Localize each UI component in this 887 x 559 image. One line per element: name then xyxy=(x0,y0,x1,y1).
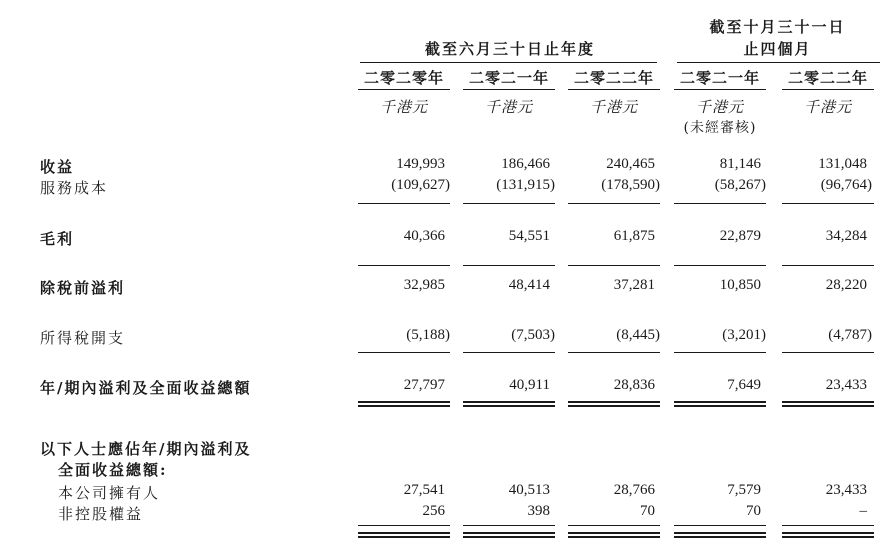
cell-cost-2: (131,915) xyxy=(496,177,555,193)
bottom-double-rule-1 xyxy=(358,532,450,538)
cell-nci-3: 70 xyxy=(640,503,655,519)
row-label-owners-of-company: 本公司擁有人 xyxy=(58,484,161,502)
row-label-gross-profit: 毛利 xyxy=(40,230,75,248)
cell-gross-profit-3: 61,875 xyxy=(613,228,655,244)
bottom-rule-1 xyxy=(358,525,450,526)
double-rule-5 xyxy=(782,401,874,407)
column-year-4: 二零二一年 xyxy=(679,69,760,87)
subtotal-rule-5 xyxy=(782,203,874,204)
subtotal-rule-3 xyxy=(568,203,660,204)
cell-cost-5: (96,764) xyxy=(820,177,872,193)
cell-nci-5: – xyxy=(859,503,867,519)
column-rule-2 xyxy=(463,89,555,90)
total-rule-3 xyxy=(568,352,660,353)
subtotal-rule-4 xyxy=(674,203,766,204)
cell-owners-5: 23,433 xyxy=(825,482,867,498)
bottom-rule-5 xyxy=(782,525,874,526)
cell-total-5: 23,433 xyxy=(825,377,867,393)
column-note-unaudited: (未經審核) xyxy=(683,120,757,136)
cell-nci-1: 256 xyxy=(422,503,445,519)
row-label-profit-before-tax: 除稅前溢利 xyxy=(40,279,126,297)
cell-pbt-3: 37,281 xyxy=(613,277,655,293)
bottom-double-rule-5 xyxy=(782,532,874,538)
column-year-1: 二零二零年 xyxy=(363,69,444,87)
group-title-fiscal-years: 截至六月三十日止年度 xyxy=(424,40,595,58)
cell-owners-2: 40,513 xyxy=(508,482,550,498)
row-label-cost-of-services: 服務成本 xyxy=(40,179,109,197)
group-title-four-months-line2: 止四個月 xyxy=(743,40,812,58)
cell-pbt-1: 32,985 xyxy=(403,277,445,293)
cell-tax-3: (8,445) xyxy=(616,327,660,343)
subtotal-rule-2 xyxy=(463,203,555,204)
attributable-heading-line1: 以下人士應佔年/期內溢利及 xyxy=(40,440,252,458)
column-rule-5 xyxy=(782,89,874,90)
column-year-3: 二零二二年 xyxy=(573,69,654,87)
cell-tax-2: (7,503) xyxy=(511,327,555,343)
cell-tax-1: (5,188) xyxy=(406,327,450,343)
group-rule-fiscal xyxy=(360,62,657,63)
column-year-5: 二零二二年 xyxy=(787,69,868,87)
total-rule-1 xyxy=(358,352,450,353)
cell-pbt-2: 48,414 xyxy=(508,277,550,293)
total-rule-2 xyxy=(463,352,555,353)
cell-nci-2: 398 xyxy=(527,503,550,519)
column-unit-4: 千港元 xyxy=(695,98,744,116)
cell-tax-4: (3,201) xyxy=(722,327,766,343)
cell-gross-profit-5: 34,284 xyxy=(825,228,867,244)
bottom-rule-2 xyxy=(463,525,555,526)
column-rule-3 xyxy=(568,89,660,90)
cell-gross-profit-2: 54,551 xyxy=(508,228,550,244)
pbt-rule-2 xyxy=(463,265,555,266)
cell-revenue-3: 240,465 xyxy=(606,156,655,172)
column-rule-1 xyxy=(358,89,450,90)
column-unit-2: 千港元 xyxy=(484,98,533,116)
double-rule-3 xyxy=(568,401,660,407)
column-unit-3: 千港元 xyxy=(589,98,638,116)
cell-cost-4: (58,267) xyxy=(714,177,766,193)
cell-owners-4: 7,579 xyxy=(727,482,761,498)
cell-cost-3: (178,590) xyxy=(601,177,660,193)
row-label-total-comprehensive-income: 年/期內溢利及全面收益總額 xyxy=(40,379,252,397)
group-title-four-months-line1: 截至十月三十一日 xyxy=(709,18,846,36)
cell-pbt-5: 28,220 xyxy=(825,277,867,293)
pbt-rule-1 xyxy=(358,265,450,266)
row-label-income-tax: 所得稅開支 xyxy=(40,329,126,347)
row-label-non-controlling-interests: 非控股權益 xyxy=(58,505,144,523)
cell-total-1: 27,797 xyxy=(403,377,445,393)
attributable-heading-line2: 全面收益總額: xyxy=(58,461,168,479)
double-rule-2 xyxy=(463,401,555,407)
cell-nci-4: 70 xyxy=(746,503,761,519)
cell-pbt-4: 10,850 xyxy=(719,277,761,293)
pbt-rule-3 xyxy=(568,265,660,266)
column-unit-1: 千港元 xyxy=(379,98,428,116)
cell-total-3: 28,836 xyxy=(613,377,655,393)
column-rule-4 xyxy=(674,89,766,90)
bottom-double-rule-4 xyxy=(674,532,766,538)
column-unit-5: 千港元 xyxy=(803,98,852,116)
cell-owners-3: 28,766 xyxy=(613,482,655,498)
bottom-double-rule-2 xyxy=(463,532,555,538)
double-rule-4 xyxy=(674,401,766,407)
cell-revenue-1: 149,993 xyxy=(396,156,445,172)
bottom-rule-4 xyxy=(674,525,766,526)
total-rule-5 xyxy=(782,352,874,353)
cell-revenue-4: 81,146 xyxy=(719,156,761,172)
bottom-double-rule-3 xyxy=(568,532,660,538)
group-rule-four-months xyxy=(677,62,880,63)
cell-owners-1: 27,541 xyxy=(403,482,445,498)
cell-cost-1: (109,627) xyxy=(391,177,450,193)
cell-tax-5: (4,787) xyxy=(828,327,872,343)
cell-total-2: 40,911 xyxy=(509,377,550,393)
row-label-revenue: 收益 xyxy=(40,158,75,176)
column-year-2: 二零二一年 xyxy=(468,69,549,87)
pbt-rule-4 xyxy=(674,265,766,266)
bottom-rule-3 xyxy=(568,525,660,526)
subtotal-rule-1 xyxy=(358,203,450,204)
total-rule-4 xyxy=(674,352,766,353)
cell-gross-profit-4: 22,879 xyxy=(719,228,761,244)
cell-revenue-5: 131,048 xyxy=(818,156,867,172)
cell-total-4: 7,649 xyxy=(727,377,761,393)
pbt-rule-5 xyxy=(782,265,874,266)
cell-gross-profit-1: 40,366 xyxy=(403,228,445,244)
double-rule-1 xyxy=(358,401,450,407)
cell-revenue-2: 186,466 xyxy=(501,156,550,172)
